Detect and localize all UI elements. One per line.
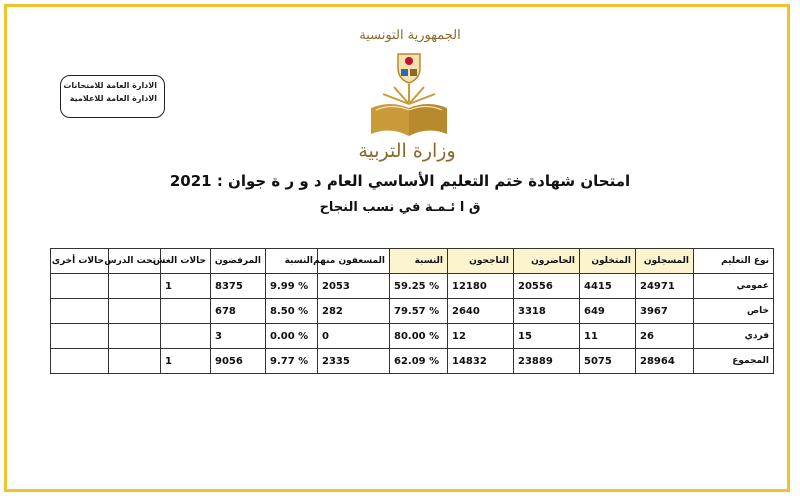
table-cell: 28964 [636, 349, 694, 374]
header-cell: المتخلون [580, 249, 636, 274]
table-cell: 2053 [318, 274, 390, 299]
table-cell: 2335 [318, 349, 390, 374]
exam-title: امتحان شهادة ختم التعليم الأساسي العام د و ر ة جوان : 2021 [169, 172, 631, 190]
table-cell [51, 299, 109, 324]
table-cell: 2640 [448, 299, 514, 324]
table-cell: 14832 [448, 349, 514, 374]
table-cell: 12180 [448, 274, 514, 299]
row-label: فردي [694, 324, 774, 349]
table-cell: 1 [161, 349, 211, 374]
table-cell [109, 349, 161, 374]
tunisia-crest-icon [395, 50, 423, 84]
table-cell: 678 [211, 299, 266, 324]
table-cell: 4415 [580, 274, 636, 299]
row-label: المجموع [694, 349, 774, 374]
table-cell [109, 274, 161, 299]
table-cell: 0 [318, 324, 390, 349]
header-cell: حالات أخرى [51, 249, 109, 274]
results-table [50, 248, 774, 374]
table-cell: % 80.00 [390, 324, 448, 349]
row-label: عمومي [694, 274, 774, 299]
ministry-title: وزارة التربية [358, 140, 456, 162]
admin-line-it: الادارة العامة للاعلامية [69, 93, 157, 103]
table-cell: 5075 [580, 349, 636, 374]
table-cell: 23889 [514, 349, 580, 374]
table-cell: % 62.09 [390, 349, 448, 374]
table-cell: 9056 [211, 349, 266, 374]
table-cell: 3318 [514, 299, 580, 324]
table-cell: % 59.25 [390, 274, 448, 299]
table-cell: 3967 [636, 299, 694, 324]
table-cell: % 0.00 [266, 324, 318, 349]
header-cell: تحت الدرس [109, 249, 161, 274]
table-header-row [51, 249, 774, 274]
table-cell [109, 299, 161, 324]
table-cell [161, 299, 211, 324]
table-row [51, 274, 774, 299]
table-row [51, 299, 774, 324]
table-cell: 12 [448, 324, 514, 349]
admin-line-exams: الادارة العامة للامتحانات [63, 81, 157, 90]
header-cell: الحاضرون [514, 249, 580, 274]
header-cell: حالات الغش [161, 249, 211, 274]
success-rates-subtitle: ق ا ئـمـة في نسب النجاح [319, 200, 481, 215]
table-cell: % 79.57 [390, 299, 448, 324]
header-cell: نوع التعليم [694, 249, 774, 274]
republic-calligraphy: الجمهورية التونسية [359, 28, 461, 43]
table-cell: 3 [211, 324, 266, 349]
table-row-total [51, 349, 774, 374]
table-cell [51, 274, 109, 299]
table-cell: 26 [636, 324, 694, 349]
table-cell: 20556 [514, 274, 580, 299]
header-cell: الناجحون [448, 249, 514, 274]
header-cell: النسبة [390, 249, 448, 274]
table-cell: 15 [514, 324, 580, 349]
table-cell: % 9.99 [266, 274, 318, 299]
open-book-icon [368, 82, 450, 140]
table-cell: 11 [580, 324, 636, 349]
header-cell: المسعفون منهم [318, 249, 390, 274]
table-cell: 282 [318, 299, 390, 324]
row-label: خاص [694, 299, 774, 324]
table-cell [51, 349, 109, 374]
table-cell [109, 324, 161, 349]
table-cell: 8375 [211, 274, 266, 299]
header-cell: المرفضون [211, 249, 266, 274]
table-cell: 24971 [636, 274, 694, 299]
table-cell [51, 324, 109, 349]
table-cell: % 8.50 [266, 299, 318, 324]
table-cell: 649 [580, 299, 636, 324]
table-row [51, 324, 774, 349]
table-cell: % 9.77 [266, 349, 318, 374]
header-cell: المسجلون [636, 249, 694, 274]
table-cell: 1 [161, 274, 211, 299]
header-cell: النسبة [266, 249, 318, 274]
table-cell [161, 324, 211, 349]
admin-department-box [60, 75, 165, 118]
